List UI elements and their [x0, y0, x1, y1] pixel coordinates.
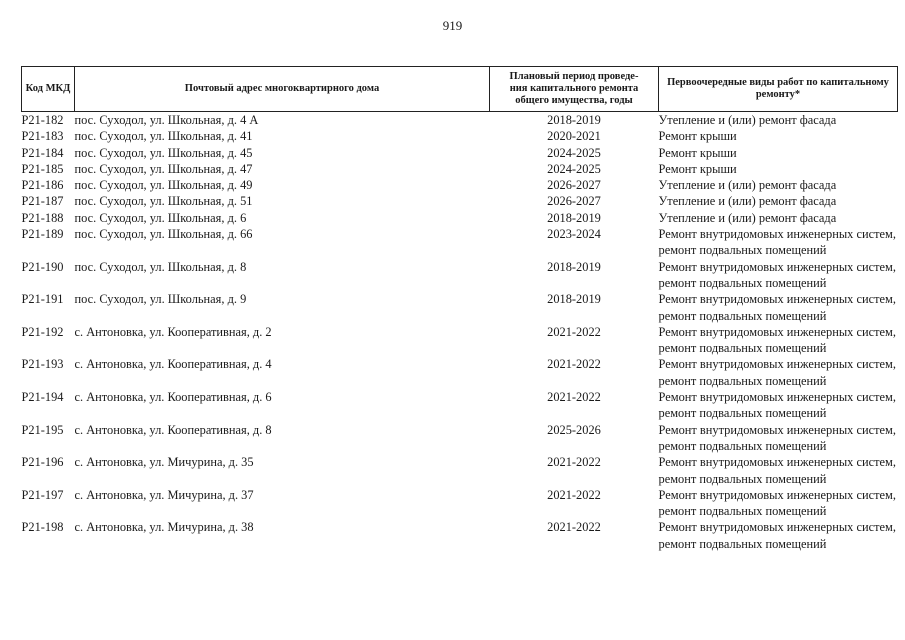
row-works: [659, 226, 898, 259]
row-code: Р21-189: [21, 227, 64, 242]
row-code: Р21-191: [21, 292, 64, 307]
table-body: [22, 112, 898, 553]
row-works-text: Ремонт внутридомовых инженерных систем, ремонт подвальных помещений: [658, 227, 896, 258]
table-row: [22, 519, 898, 552]
row-address: пос. Суходол, ул. Школьная, д. 4 А: [74, 113, 259, 127]
row-works-text: Ремонт крыши: [658, 161, 737, 176]
row-address: пос. Суходол, ул. Школьная, д. 8: [74, 259, 247, 274]
row-works: [659, 422, 898, 455]
row-works: [659, 454, 898, 487]
header-address: Почтовый адрес многоквартирного дома: [75, 67, 490, 112]
row-code: Р21-198: [21, 520, 64, 535]
row-address: с. Антоновка, ул. Кооперативная, д. 2: [74, 324, 272, 339]
row-period: 2020-2021: [547, 129, 601, 144]
table-row: [22, 422, 898, 455]
table-row: [22, 389, 898, 422]
row-code: Р21-192: [21, 324, 64, 339]
row-period: 2018-2019: [547, 292, 601, 307]
row-works: [659, 210, 898, 226]
row-works: [659, 112, 898, 129]
row-period: 2026-2027: [547, 194, 601, 209]
row-works-text: Утепление и (или) ремонт фасада: [658, 178, 837, 193]
row-code: Р21-195: [21, 422, 64, 437]
row-works-text: Утепление и (или) ремонт фасада: [658, 210, 837, 225]
row-code: Р21-197: [21, 487, 64, 502]
row-works: [659, 324, 898, 357]
table-row: [22, 145, 898, 161]
table-row: [22, 487, 898, 520]
row-code: Р21-188: [21, 210, 64, 225]
row-works: [659, 356, 898, 389]
table-row: [22, 128, 898, 144]
row-address: пос. Суходол, ул. Школьная, д. 66: [74, 227, 253, 242]
header-works: Первоочередные виды работ по капитальному ремонту*: [659, 67, 898, 112]
row-address: с. Антоновка, ул. Мичурина, д. 38: [74, 520, 254, 535]
row-works: [659, 193, 898, 209]
table-row: [22, 454, 898, 487]
table-row: [22, 193, 898, 209]
row-works: [659, 487, 898, 520]
row-period: 2018-2019: [547, 259, 601, 274]
header-code: Код МКД: [22, 67, 75, 112]
row-period: 2021-2022: [547, 390, 601, 405]
row-works: [659, 259, 898, 292]
table-row: [22, 226, 898, 259]
row-works: [659, 128, 898, 144]
row-period: 2018-2019: [547, 113, 601, 127]
table-row: [22, 210, 898, 226]
row-address: пос. Суходол, ул. Школьная, д. 49: [74, 178, 253, 193]
row-code: Р21-190: [21, 259, 64, 274]
row-works-text: Ремонт внутридомовых инженерных систем, ремонт подвальных помещений: [658, 259, 896, 290]
row-address: с. Антоновка, ул. Кооперативная, д. 8: [74, 422, 272, 437]
row-address: пос. Суходол, ул. Школьная, д. 41: [74, 129, 253, 144]
row-period: 2018-2019: [547, 210, 601, 225]
row-works: [659, 389, 898, 422]
housing-repair-table: [21, 66, 898, 552]
row-works-text: Ремонт крыши: [658, 145, 737, 160]
row-period: 2021-2022: [547, 487, 601, 502]
page-number: 919: [442, 18, 463, 33]
row-works-text: Утепление и (или) ремонт фасада: [658, 194, 837, 209]
row-code: Р21-196: [21, 455, 64, 470]
row-address: с. Антоновка, ул. Кооперативная, д. 6: [74, 390, 272, 405]
row-address: пос. Суходол, ул. Школьная, д. 6: [74, 210, 247, 225]
row-period: 2024-2025: [547, 161, 601, 176]
row-works-text: Ремонт внутридомовых инженерных систем, ремонт подвальных помещений: [658, 324, 896, 356]
row-works: [659, 291, 898, 324]
row-works-text: Ремонт внутридомовых инженерных систем, ремонт подвальных помещений: [658, 422, 896, 453]
row-code: Р21-183: [21, 129, 64, 144]
table-row: [22, 356, 898, 389]
row-period: 2021-2022: [547, 357, 601, 372]
row-period: 2023-2024: [547, 227, 601, 242]
row-address: пос. Суходол, ул. Школьная, д. 51: [74, 194, 253, 209]
row-works-text: Утепление и (или) ремонт фасада: [658, 113, 837, 127]
row-period: 2024-2025: [547, 145, 601, 160]
row-code: Р21-187: [21, 194, 64, 209]
row-works: [659, 145, 898, 161]
row-address: с. Антоновка, ул. Мичурина, д. 37: [74, 487, 254, 502]
table-row: [22, 112, 898, 129]
table-header: [22, 67, 898, 112]
row-works-text: Ремонт внутридомовых инженерных систем, ремонт подвальных помещений: [658, 357, 896, 388]
row-address: с. Антоновка, ул. Мичурина, д. 35: [74, 455, 254, 470]
row-works-text: Ремонт крыши: [658, 129, 737, 144]
table-row: [22, 259, 898, 292]
row-works: [659, 161, 898, 177]
row-period: 2021-2022: [547, 520, 601, 535]
row-code: Р21-193: [21, 357, 64, 372]
row-address: пос. Суходол, ул. Школьная, д. 9: [74, 292, 247, 307]
table-row: [22, 324, 898, 357]
row-works: [659, 519, 898, 552]
row-address: с. Антоновка, ул. Кооперативная, д. 4: [74, 357, 272, 372]
table-row: [22, 161, 898, 177]
row-code: Р21-186: [21, 178, 64, 193]
row-works-text: Ремонт внутридомовых инженерных систем, ремонт подвальных помещений: [658, 520, 896, 551]
row-code: Р21-185: [21, 161, 64, 176]
row-works-text: Ремонт внутридомовых инженерных систем, ремонт подвальных помещений: [658, 390, 896, 421]
row-period: 2026-2027: [547, 178, 601, 193]
row-works-text: Ремонт внутридомовых инженерных систем, ремонт подвальных помещений: [658, 292, 896, 323]
row-address: пос. Суходол, ул. Школьная, д. 47: [74, 161, 253, 176]
table-row: [22, 291, 898, 324]
row-code: Р21-182: [21, 113, 64, 127]
row-period: 2025-2026: [547, 422, 601, 437]
row-works: [659, 177, 898, 193]
row-works-text: Ремонт внутридомовых инженерных систем, ремонт подвальных помещений: [658, 455, 896, 486]
header-period: Плановый период проведе- ния капитального ремонта общего имущества, годы: [490, 67, 659, 112]
table-row: [22, 177, 898, 193]
row-period: 2021-2022: [547, 455, 601, 470]
row-works-text: Ремонт внутридомовых инженерных систем, ремонт подвальных помещений: [658, 487, 896, 519]
row-code: Р21-184: [21, 145, 64, 160]
row-code: Р21-194: [21, 390, 64, 405]
row-address: пос. Суходол, ул. Школьная, д. 45: [74, 145, 253, 160]
row-period: 2021-2022: [547, 324, 601, 339]
